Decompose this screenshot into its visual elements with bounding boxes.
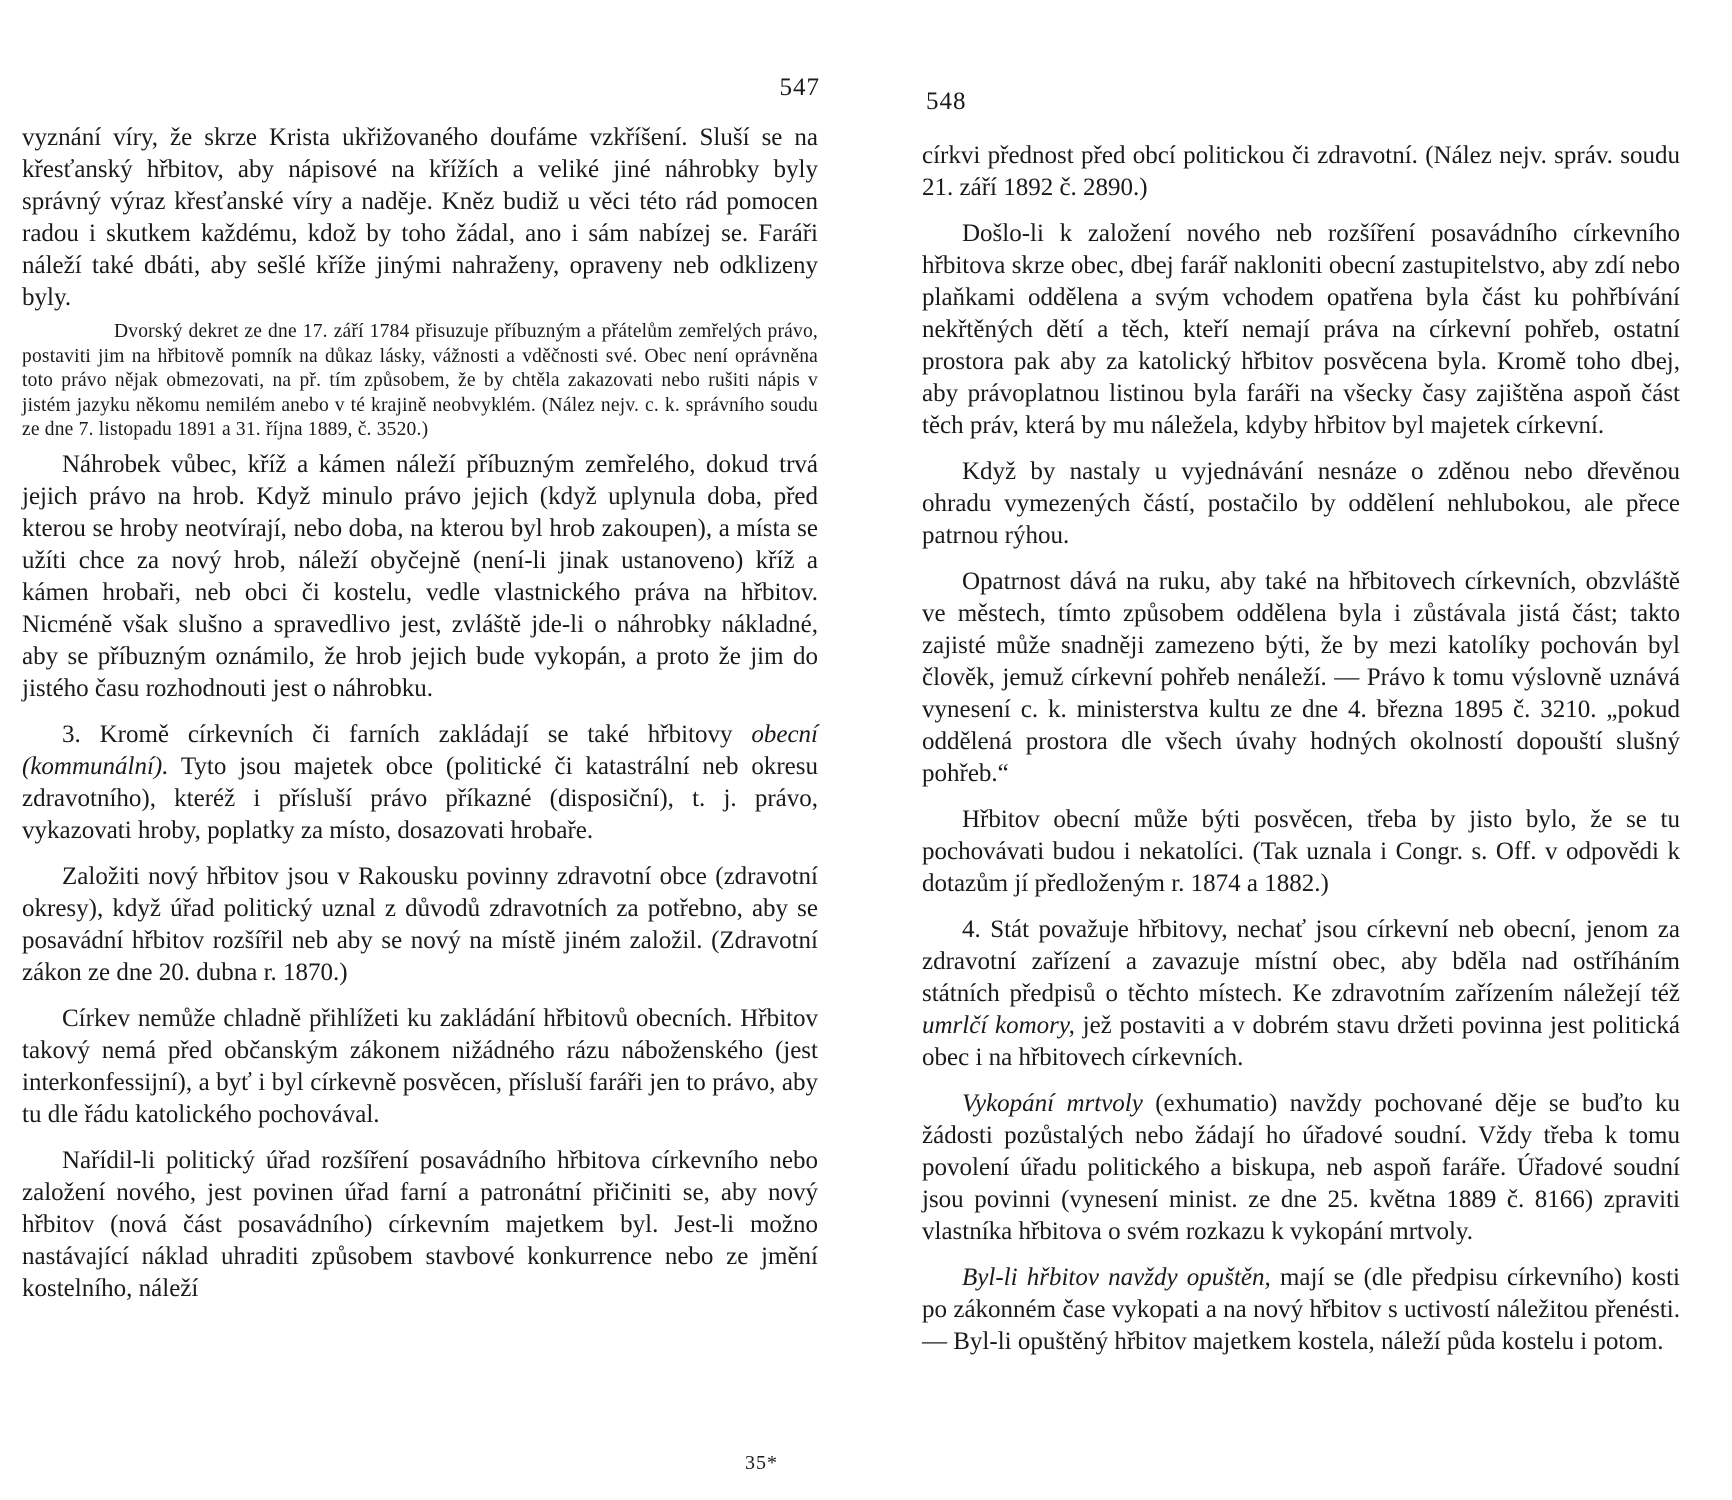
section-3-emphasis: obecní (kommunální). (22, 720, 818, 780)
paragraph: Náhrobek vůbec, kříž a kámen náleží příbuzným zemřelého, dokud trvá jejich právo na hrob. Když minulo právo jejich (když uplynula doba, před kterou se hroby neotvírají, nebo doba, na kterou byl hrob zakoupen), a místa se užíti chce za nový hrob, náleží obyčejně (není-li jinak ustanoveno) kříž a kámen hrobaři, neb obci či kostelu, vedle vlastnického práva na hřbitov. Nicméně však slušno a spravedlivo jest, zvláště jde-li o náhrobky nákladné, aby se příbuzným oznámilo, že hrob jejich bude vykopán, a proto že jim do jistého času rozhodnouti jest o náhrobku. (22, 450, 818, 702)
exhumation-paragraph (922, 1088, 1680, 1248)
page-number-left: 547 (779, 74, 820, 101)
right-page (922, 0, 1680, 1500)
left-page-text (22, 122, 818, 1305)
section-3-lead: 3. Kromě církevních či farních zakládají se také hřbitovy (62, 720, 752, 748)
paragraph: vyznání víry, že skrze Krista ukřižovaného doufáme vzkříšení. Sluší se na křesťanský hřbitov, aby nápisové na křížích a veliké jiné náhrobky byly správný výraz křesťanské víry a naděje. Kněz budiž u věci této rád pomocen radou i skutkem každému, kdož by toho žádal, ano i sám nabízej se. Faráři náleží také dbáti, aby sešlé kříže jinými nahraženy, opraveny neb odklizeny byly. (22, 124, 818, 311)
section-4-lead: 4. Stát považuje hřbitovy, nechať jsou církevní neb obecní, jenom za zdravotní zařízení a zavazuje místní obec, aby bděla nad ostříháním státních předpisů o těchto místech. Ke zdravotním zařízením náležejí též (922, 916, 1680, 1007)
signature-mark: 35* (745, 1452, 778, 1474)
paragraph: Církev nemůže chladně přihlížeti ku zakládání hřbitovů obecních. Hřbitov takový nemá před občanským zákonem nižádného rázu náboženského (jest interkonfessijní), a byť i byl církevně posvěcen, přísluší faráři jen to právo, aby tu dle řádu katolického pochovával. (22, 1004, 818, 1128)
section-4-rest: jež postaviti a v dobrém stavu držeti povinna jest politická obec i na hřbitovech církevních. (922, 1012, 1680, 1071)
footnote-paragraph: Dvorský dekret ze dne 17. září 1784 přisuzuje příbuzným a přátelům zemřelých právo, postaviti jim na hřbitově pomník na důkaz lásky, vážnosti a vděčnosti své. Obec není oprávněna toto právo nějak obmezovati, na př. tím způsobem, že by chtěla zakazovati nebo rušiti nápis v jistém jazyku někomu nemilém anebo v té krajině neobvyklém. (Nález nejv. c. k. správního soudu ze dne 7. listopadu 1891 a 31. října 1889, č. 3520.) (22, 321, 818, 440)
abandoned-emphasis: Byl-li hřbitov navždy opuštěn, (962, 1264, 1271, 1291)
paragraph: Hřbitov obecní může býti posvěcen, třeba by jisto bylo, že se tu pochovávati budou i nekatolíci. (Tak uznala i Congr. s. Off. v odpovědi k dotazům jí předloženým r. 1874 a 1882.) (922, 806, 1680, 897)
paragraph: Nařídil-li politický úřad rozšíření posavádního hřbitova církevního nebo založení nového, jest povinen úřad farní a patronátní přičiniti se, aby nový hřbitov (nová část posavádního) církevním majetkem byl. Jest-li možno nastávající náklad uhraditi způsobem stavbové konkurrence nebo ze jmění kostelního, náleží (22, 1146, 818, 1302)
paragraph: Opatrnost dává na ruku, aby také na hřbitovech církevních, obzvláště ve městech, tímto způsobem oddělena byla i zůstávala jistá část; takto zajisté může snadněji zamezeno býti, že by mezi katolíky pochován byl člověk, jemuž církevní pohřeb nenáleží. — Právo k tomu výslovně uznává vynesení c. k. ministerstva kultu ze dne 4. března 1895 č. 3210. „pokud oddělená prostora dle všech úvahy hodných okolností dopouští slušný pohřeb.“ (922, 568, 1680, 787)
page-number-right: 548 (926, 88, 967, 115)
paragraph: církvi přednost před obcí politickou či zdravotní. (Nález nejv. správ. soudu 21. září 1892 č. 2890.) (922, 142, 1680, 201)
paragraph: Založiti nový hřbitov jsou v Rakousku povinny zdravotní obce (zdravotní okresy), když úřad politický uznal z důvodů zdravotních za potřebno, aby se posavádní hřbitov rozšířil neb aby se nový na místě jiném založil. (Zdravotní zákon ze dne 20. dubna r. 1870.) (22, 862, 818, 986)
section-3-paragraph (22, 719, 818, 847)
paragraph: Došlo-li k založení nového neb rozšíření posavádního církevního hřbitova skrze obec, dbej farář nakloniti obecní zastupitelstvo, aby zdí nebo plaňkami oddělena a svým vchodem opatřena byla část ku pohřbívání nekřtěných dětí a těch, kteří nemají práva na církevní pohřeb, ostatní prostora pak aby za katolický hřbitov posvěcena byla. Kromě toho dbej, aby právoplatnou listinou byla faráři na všecky časy zajištěna aspoň část těch práv, která by mu náležela, kdyby hřbitov byl majetek církevní. (922, 220, 1680, 439)
exhumation-emphasis: Vykopání mrtvoly (962, 1090, 1143, 1117)
abandoned-rest: mají se (dle předpisu církevního) kosti po zákonném čase vykopati a na nový hřbitov s uctivostí náležitou přenésti. — Byl-li opuštěný hřbitov majetkem kostela, náleží půda kostelu i potom. (922, 1264, 1680, 1355)
exhumation-rest: (exhumatio) navždy pochované děje se buďto ku žádosti pozůstalých nebo žádají ho úřadové soudní. Vždy třeba k tomu povolení úřadu politického a biskupa, neb aspoň faráře. Úřadové soudní jsou povinni (vynesení minist. ze dne 25. května 1889 č. 8166) zpraviti vlastníka hřbitova o svém rozkazu k vykopání mrtvoly. (922, 1090, 1681, 1245)
right-page-text (922, 140, 1680, 1358)
abandoned-paragraph (922, 1262, 1680, 1358)
left-page (22, 0, 818, 1500)
section-3-rest: Tyto jsou majetek obce (politické či katastrální neb okresu zdravotního), kteréž i přísluší právo příkazné (disposiční), t. j. právo, vykazovati hroby, poplatky za místo, dosazovati hrobaře. (22, 752, 818, 844)
section-4-emphasis: umrlčí komory, (922, 1012, 1075, 1039)
section-4-paragraph (922, 914, 1680, 1074)
paragraph: Když by nastaly u vyjednávání nesnáze o zděnou nebo dřevěnou ohradu vymezených částí, postačilo by oddělení nehlubokou, ale přece patrnou rýhou. (922, 458, 1680, 549)
